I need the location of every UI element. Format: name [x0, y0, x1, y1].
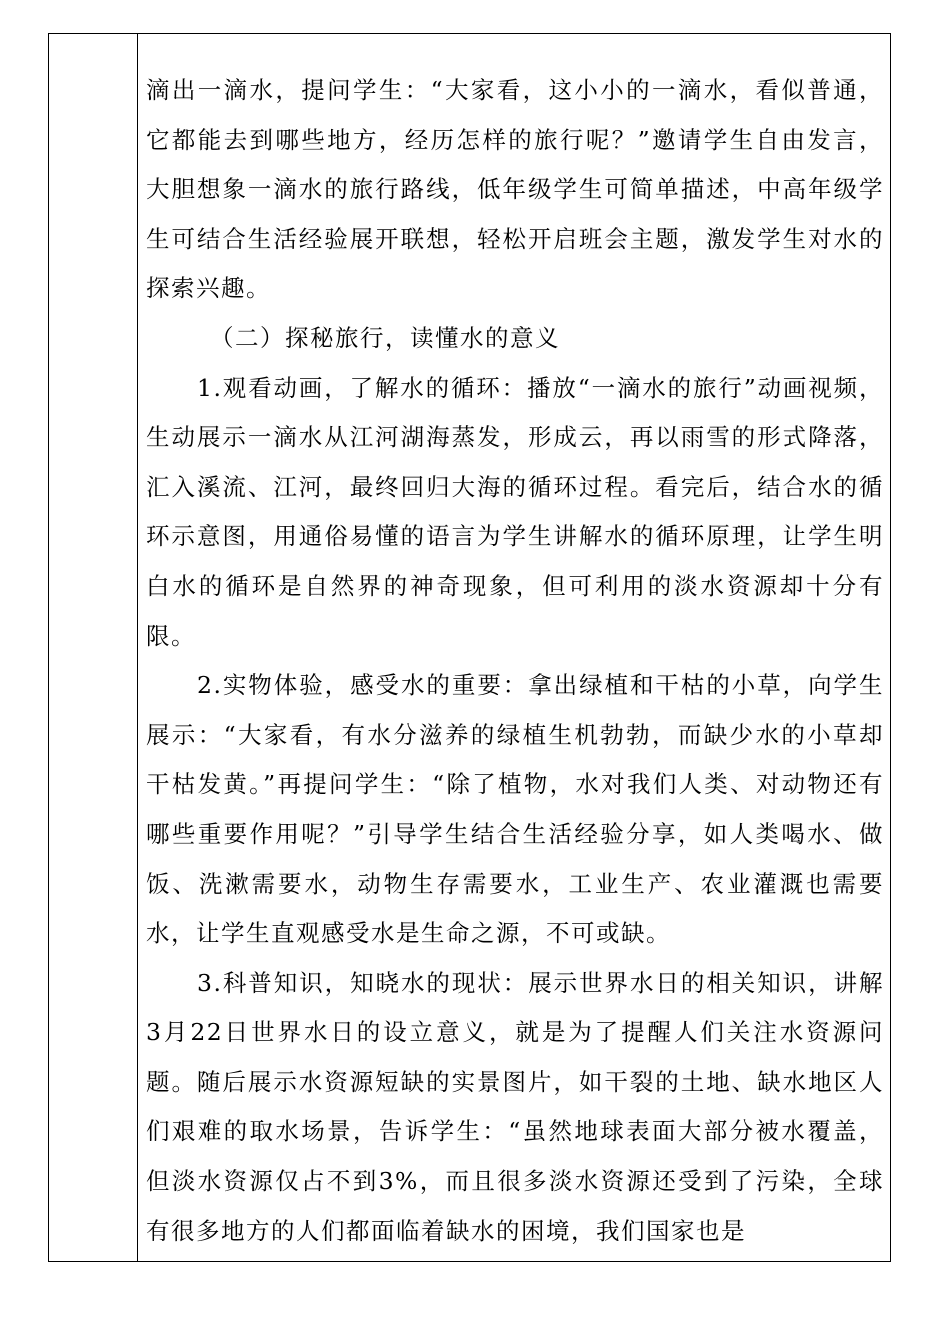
table-left-cell	[48, 33, 137, 1262]
section-heading-explore: （二）探秘旅行，读懂水的意义	[210, 323, 560, 352]
paragraph-water-status: 3.科普知识，知晓水的现状：展示世界水日的相关知识，讲解3月22日世界水日的设立意义，就是为了提醒人们关注水资源问题。随后展示水资源短缺的实景图片，如干裂的土地、缺水地区人们艰难的取水场景，告诉学生：“虽然地球表面大部分被水覆盖，但淡水资源仅占不到3%，而且很多淡水资源还受到了污染，全球有很多地方的人们都面临着缺水的困境，我们国家也是	[146, 968, 884, 1245]
paragraph-water-cycle: 1.观看动画，了解水的循环：播放“一滴水的旅行”动画视频，生动展示一滴水从江河湖海蒸发，形成云，再以雨雪的形式降落，汇入溪流、江河，最终回归大海的循环过程。看完后，结合水的循环示意图，用通俗易懂的语言为学生讲解水的循环原理，让学生明白水的循环是自然界的神奇现象，但可利用的淡水资源却十分有限。	[146, 373, 884, 650]
table-content-cell	[146, 66, 884, 1256]
paragraph-intro-continued: 滴出一滴水，提问学生：“大家看，这小小的一滴水，看似普通，它都能去到哪些地方，经历怎样的旅行呢？”邀请学生自由发言，大胆想象一滴水的旅行路线，低年级学生可简单描述，中高年级学生可结合生活经验展开联想，轻松开启班会主题，激发学生对水的探索兴趣。	[146, 76, 884, 303]
table-column-divider	[137, 33, 138, 1262]
paragraph-water-importance: 2.实物体验，感受水的重要：拿出绿植和干枯的小草，向学生展示：“大家看，有水分滋养的绿植生机勃勃，而缺少水的小草却干枯发黄。”再提问学生：“除了植物，水对我们人类、对动物还有哪些重要作用呢？”引导学生结合生活经验分享，如人类喝水、做饭、洗漱需要水，动物生存需要水，工业生产、农业灌溉也需要水，让学生直观感受水是生命之源，不可或缺。	[146, 671, 884, 948]
